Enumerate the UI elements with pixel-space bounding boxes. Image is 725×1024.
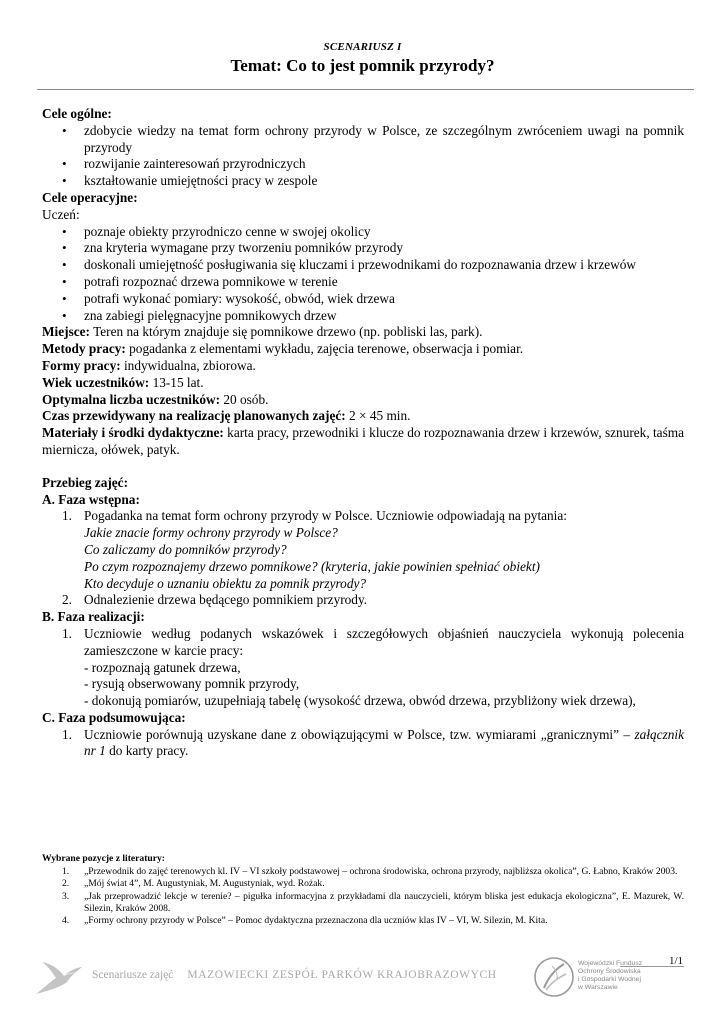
info-value: 20 osób. (220, 391, 269, 407)
item-text: Uczniowie według podanych wskazówek i szczegółowych objaśnień nauczyciela wykonują polecenia zamieszczone w karcie pracy: (84, 625, 684, 658)
info-label: Miejsce: (42, 324, 90, 340)
footer-organization: MAZOWIECKI ZESPÓŁ PARKÓW KRAJOBRAZOWYCH (187, 969, 497, 981)
question: Po czym rozpoznajemy drzewo pomnikowe? (kryteria, jakie powinien spełniać obiekt) (84, 558, 540, 574)
list-item: • kształtowanie umiejętności pracy w zespole (42, 173, 684, 190)
bibliography-item (42, 866, 684, 878)
header-divider (37, 89, 694, 90)
cele-operacyjne-intro: Uczeń: (42, 206, 80, 222)
sub-step: - rysują obserwowany pomnik przyrody, (84, 676, 300, 692)
info-metody (42, 341, 684, 358)
item-number: 2. (62, 878, 70, 890)
footer-series: Scenariusze zajęć (92, 969, 174, 981)
bibliography-list (42, 866, 684, 927)
list-item: • zna zabiegi pielęgnacyjne pomnikowych drzew (42, 308, 684, 325)
info-miejsce (42, 324, 684, 341)
list-item: • zdobycie wiedzy na temat form ochrony przyrody w Polsce, ze szczególnym zwróceniem uwagi na pomnik przyrody (42, 123, 684, 157)
list-item: • potrafi rozpoznać drzewa pomnikowe w terenie (42, 274, 684, 291)
cele-ogolne-list (42, 123, 684, 190)
faza-c-item-1 (42, 727, 684, 761)
item-text: „Przewodnik do zajęć terenowych kl. IV – VI szkoły podstawowej – ochrona środowiska, ochrona przyrody, najbliższa okolica”, G. Łabno, Kraków 2003. (84, 866, 678, 878)
info-value: 13-15 lat. (149, 374, 204, 390)
info-value: karta pracy, przewodniki i klucze do rozpoznawania drzew i krzewów, sznurek, taśma miernicza, ołówek, patyk. (42, 425, 684, 457)
faza-b-item-1 (42, 626, 684, 660)
list-item: • potrafi wykonać pomiary: wysokość, obwód, wiek drzewa (42, 291, 684, 308)
wfosigw-logo-icon (532, 952, 576, 1002)
info-czas (42, 408, 684, 425)
item-text: „Jak przeprowadzić lekcje w terenie? – pigułka informacyjna z przykładami dla nauczycieli, którym bliska jest edukacja ekologiczna”, E. Mazurek, W. Silezin, Kraków 2008. (84, 890, 684, 914)
info-liczba (42, 392, 684, 409)
scenario-label: SCENARIUSZ I (323, 41, 402, 53)
list-item: • doskonali umiejętność posługiwania się kluczami i przewodnikami do rozpoznawania drzew i krzewów (42, 257, 684, 274)
item-text: „Formy ochrony przyrody w Polsce” – Pomoc dydaktyczna przeznaczona dla uczniów klas IV – VI, W. Silezin, M. Kita. (84, 915, 548, 927)
attachment-ref: załącznik nr 1 (84, 726, 684, 759)
list-item: • zna kryteria wymagane przy tworzeniu pomników przyrody (42, 240, 684, 257)
bibliography-item (42, 891, 684, 915)
list-item: • poznaje obiekty przyrodniczo cenne w swojej okolicy (42, 224, 684, 241)
info-value: 2 × 45 min. (345, 408, 411, 424)
question: Jakie znacie formy ochrony przyrody w Polsce? (84, 525, 338, 541)
info-label: Wiek uczestników: (42, 374, 150, 390)
faza-a-heading: A. Faza wstępna: (42, 491, 140, 507)
przebieg-heading: Przebieg zajęć: (42, 474, 129, 490)
question: Kto decyduje o uznaniu obiektu za pomnik przyrody? (84, 575, 367, 591)
page-number: 1/1 (668, 955, 683, 967)
info-label: Materiały i środki dydaktyczne: (42, 425, 224, 441)
info-label: Formy pracy: (42, 357, 121, 373)
item-number: 2. (62, 592, 72, 608)
scenario-content (42, 106, 684, 760)
item-text-end: do karty pracy. (105, 743, 189, 759)
item-number: 4. (62, 915, 70, 927)
item-text: „Mój świat 4”, M. Augustyniak, M. Augustyniak, wyd. Rożak. (84, 878, 325, 890)
cele-operacyjne-heading: Cele operacyjne: (42, 189, 138, 205)
bibliography-item (42, 878, 684, 890)
page-title: Temat: Co to jest pomnik przyrody? (230, 56, 495, 75)
bird-logo-icon (34, 958, 84, 998)
bibliography-item (42, 915, 684, 927)
cele-ogolne-heading: Cele ogólne: (42, 106, 112, 121)
footer-text (92, 969, 497, 981)
info-label: Metody pracy: (42, 341, 126, 357)
faza-b-heading: B. Faza realizacji: (42, 609, 145, 625)
info-label: Czas przewidywany na realizację planowanych zajęć: (42, 408, 346, 424)
info-label: Optymalna liczba uczestników: (42, 391, 221, 407)
info-wiek (42, 375, 684, 392)
sub-step: - dokonują pomiarów, uzupełniają tabelę (wysokość drzewa, obwód drzewa, przybliżony wiek drzewa), (84, 693, 636, 709)
item-number: 1. (62, 508, 72, 524)
question: Co zaliczamy do pomników przyrody? (84, 541, 287, 557)
info-value: pogadanka z elementami wykładu, zajęcia terenowe, obserwacja i pomiar. (125, 341, 524, 357)
faza-a-item-2 (42, 592, 684, 609)
item-text: Odnalezienie drzewa będącego pomnikiem przyrody. (84, 592, 368, 608)
info-materialy (42, 425, 684, 459)
info-formy (42, 358, 684, 375)
info-value: Teren na którym znajduje się pomnikowe drzewo (np. pobliski las, park). (89, 324, 483, 340)
item-text: Uczniowie porównują uzyskane dane z obowiązującymi w Polsce, tzw. wymiarami „granicznymi” – (84, 726, 635, 742)
bibliography-heading: Wybrane pozycje z literatury: (42, 853, 165, 864)
cele-operacyjne-list (42, 224, 684, 325)
bibliography (42, 853, 684, 927)
faza-c-heading: C. Faza podsumowująca: (42, 709, 186, 725)
item-number: 1. (62, 726, 72, 742)
item-number: 1. (62, 625, 72, 641)
logo-caption: Wojewódzki Fundusz Ochrony Środowiska i Gospodarki Wodnej w Warszawie (578, 960, 643, 991)
item-number: 1. (62, 866, 70, 878)
item-number: 3. (62, 890, 70, 902)
item-text: Pogadanka na temat form ochrony przyrody w Polsce. Uczniowie odpowiadają na pytania: (84, 508, 567, 524)
list-item: • rozwijanie zainteresowań przyrodniczych (42, 156, 684, 173)
faza-a-item-1 (42, 508, 684, 525)
info-value: indywidualna, zbiorowa. (120, 357, 256, 373)
sub-step: - rozpoznają gatunek drzewa, (84, 659, 241, 675)
